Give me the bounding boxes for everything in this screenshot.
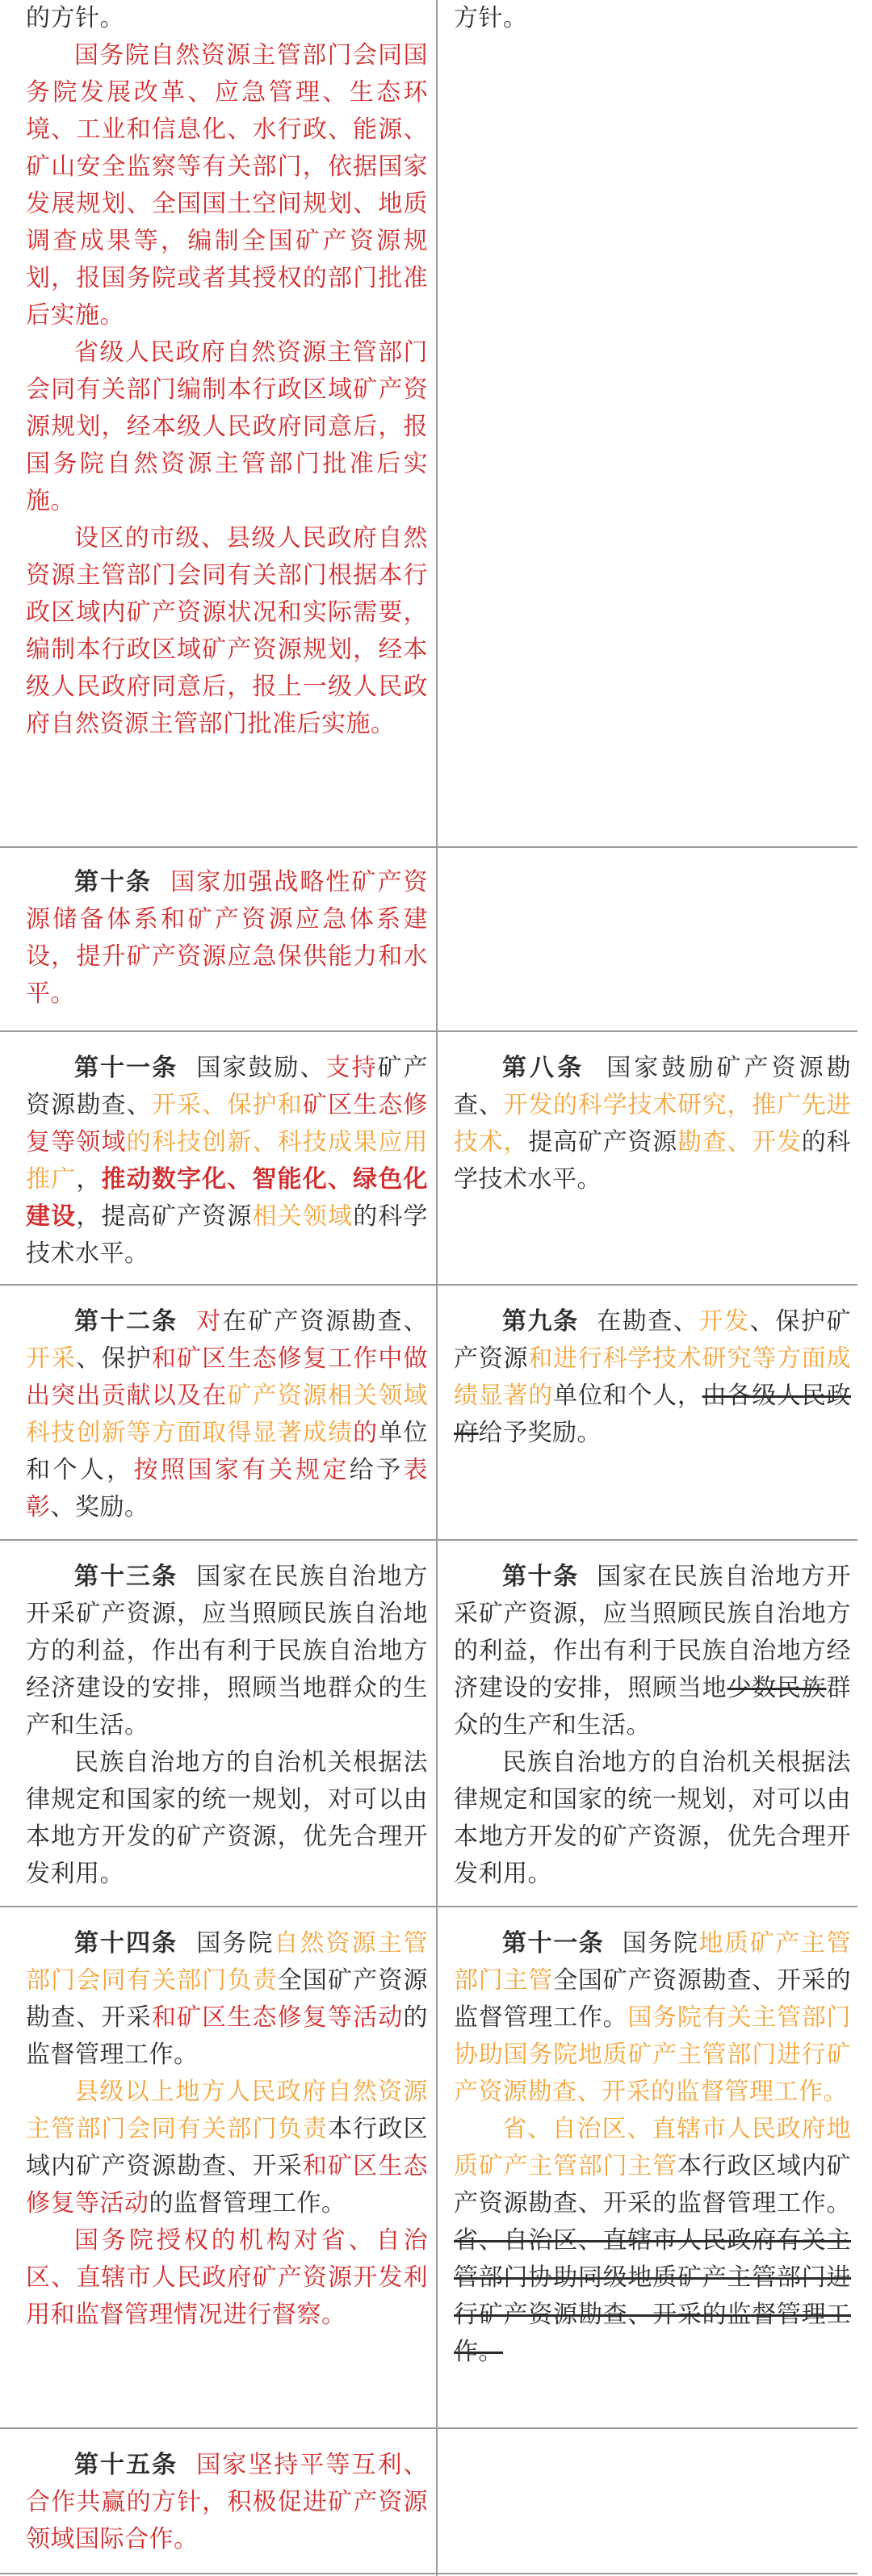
text-run: 给予 — [349, 1456, 404, 1484]
text-run: 的科学技术水平。 — [26, 1202, 429, 1268]
row-divider — [0, 1539, 857, 1541]
text-run: 表彰 — [26, 1456, 429, 1521]
text-run: 、 — [749, 1307, 776, 1336]
deleted-text: 少数民族 — [727, 1674, 827, 1702]
text-run: 国家鼓励、 — [196, 1054, 326, 1082]
top-left-cell — [26, 0, 428, 743]
text-run: 的 — [353, 1419, 379, 1447]
paragraph: 国务院自然资源主管部门会同国务院发展改革、应急管理、生态环境、工业和信息化、水行政、能源、矿山安全监察等有关部门，依据国家发展规划、全国国土空间规划、地质调查成果等，编制全国矿产资源规划，报国务院或者其授权的部门批准后实施。 — [26, 41, 428, 329]
text-run: 自然资源主管部门会同有关部门负责 — [26, 1929, 429, 1995]
text-run: 国务院有关主管部门协助国务院地质矿产主管部门进行矿产资源勘查、开采的监督管理工作。 — [454, 2003, 852, 2106]
text-run: 开发的科学技术研究，推广先进技术， — [454, 1091, 852, 1156]
text-run: 省、自治区、直辖市人民政府地质矿产主管部门主管 — [454, 2115, 851, 2180]
text-run: 地质矿产主管部门主管 — [454, 1929, 852, 1995]
text-run: 支持 — [325, 1054, 378, 1082]
text-run: 按照国家有关规定 — [133, 1456, 350, 1484]
text-run: 相关领域 — [252, 1202, 354, 1231]
text-run: 单位和个人， — [553, 1382, 702, 1410]
text-run: ， — [76, 1165, 102, 1194]
text-run: 、保护 — [76, 1345, 152, 1373]
text-run: 和矿区生态修复等活动 — [151, 2003, 404, 2032]
text-run: 和进行科学技术研究等方面成绩显著的 — [454, 1345, 852, 1410]
text-run: 全国矿产资源勘查、开采的监督管理工作。 — [454, 1966, 852, 2032]
column-divider — [436, 0, 438, 2576]
text-run: 国家在民族自治地方开采矿产资源，应当照顾民族自治地方的利益，作出有利于民族自治地方经济建设的安排，照顾当地群众的生产和生活。 — [26, 1563, 429, 1739]
text-run: 开采、保护和 — [151, 1091, 303, 1119]
article-14-new — [26, 1925, 428, 2334]
article-label: 第十五条 — [74, 2451, 178, 2479]
row-divider — [0, 846, 857, 848]
row-divider — [0, 1906, 857, 1907]
text-run: 国务院 — [196, 1929, 275, 1957]
text-run: 给予奖励。 — [478, 1419, 602, 1447]
top-right-cell — [454, 0, 851, 37]
text-run: 的科学技术水平。 — [454, 1128, 852, 1194]
article-11-new — [26, 1050, 428, 1273]
article-label: 第十条 — [502, 1563, 579, 1591]
row-divider — [0, 2427, 857, 2429]
text-run: 开采 — [26, 1345, 77, 1373]
article-label: 第十二条 — [74, 1307, 178, 1336]
article-text: 国家加强战略性矿产资源储备体系和矿产资源应急体系建设，提升矿产资源应急保供能力和水平。 — [26, 868, 429, 1008]
text-run: 在矿产资源勘查、 — [222, 1307, 429, 1336]
text-run: 、奖励。 — [50, 1493, 149, 1521]
text-run: 矿区生态修复等领域 — [26, 1091, 429, 1156]
continued-text: 的方针。 — [26, 4, 124, 32]
text-run: 和矿区生态修复等活动 — [26, 2152, 429, 2217]
article-10-old — [454, 1559, 851, 1893]
article-label: 第十一条 — [74, 1054, 178, 1082]
article-label: 第十一条 — [502, 1929, 605, 1957]
text-run: 的科技创新、科技成果应用推广 — [26, 1128, 429, 1194]
paragraph: 民族自治地方的自治机关根据法律规定和国家的统一规划，对可以由本地方开发的矿产资源，优先合理开发利用。 — [26, 1748, 428, 1888]
text-run: ，提高矿产资源 — [76, 1202, 253, 1231]
text-run: 推动数字化、智能化、绿色化建设 — [26, 1165, 429, 1231]
text-run: 矿产资源相关领域科技创新等方面取得显著成绩 — [26, 1382, 429, 1447]
article-label: 第十三条 — [74, 1563, 178, 1591]
text-run: 对 — [196, 1307, 223, 1336]
text-run: 提高矿产资源 — [528, 1128, 677, 1156]
article-12-new — [26, 1303, 428, 1526]
text-run: 国务院 — [622, 1929, 699, 1957]
paragraph: 设区的市级、县级人民政府自然资源主管部门会同有关部门根据本行政区域内矿产资源状况和实际需要，编制本行政区域矿产资源规划，经本级人民政府同意后，报上一级人民政府自然资源主管部门批准后实施。 — [26, 524, 428, 738]
deleted-text: 省、自治区、直辖市人民政府有关主管部门协助同级地质矿产主管部门进行矿产资源勘查、开采的监督管理工作。 — [454, 2226, 851, 2366]
text-run: 开发 — [698, 1307, 750, 1336]
article-9-old — [454, 1303, 851, 1452]
article-15-new — [26, 2447, 428, 2558]
paragraph: 民族自治地方的自治机关根据法律规定和国家的统一规划，对可以由本地方开发的矿产资源，优先合理开发利用。 — [454, 1748, 851, 1888]
deleted-text: 由各级人民政府 — [454, 1382, 852, 1447]
text-run: 县级以上地方人民政府自然资源主管部门会同有关部门负责 — [26, 2078, 428, 2143]
text-run: 保护矿产资源 — [454, 1307, 852, 1373]
paragraph: 省级人民政府自然资源主管部门会同有关部门编制本行政区域矿产资源规划，经本级人民政府同意后，报国务院自然资源主管部门批准后实施。 — [26, 338, 428, 515]
text-run: 群众的生产和生活。 — [454, 1674, 852, 1739]
text-run: 的监督管理工作。 — [26, 2003, 429, 2069]
text-run: 在勘查、 — [597, 1307, 699, 1336]
article-11-old — [454, 1925, 851, 2371]
text-run: 本行政区域内矿产资源勘查、开采 — [26, 2115, 428, 2180]
article-label: 第十四条 — [74, 1929, 178, 1957]
article-13-new — [26, 1559, 428, 1893]
text-run: 的监督管理工作。 — [149, 2189, 346, 2217]
text-run: 和矿区生态修复工作中做出突出贡献以及在 — [26, 1345, 429, 1410]
text-run: 国家鼓励矿产资源勘查、 — [454, 1054, 852, 1119]
text-run: 勘查、开发 — [677, 1128, 802, 1156]
text-run: 全国矿产资源勘查、开采 — [26, 1966, 429, 2032]
article-label: 第九条 — [502, 1307, 579, 1336]
article-10-new — [26, 864, 428, 1013]
article-text: 国家坚持平等互利、合作共赢的方针，积极促进矿产资源领域国际合作。 — [26, 2451, 429, 2553]
article-label: 第十条 — [74, 868, 153, 896]
continued-text: 方针。 — [454, 4, 528, 32]
text-run: 单位和个人， — [26, 1419, 429, 1484]
row-divider — [0, 1030, 857, 1032]
paragraph: 国务院授权的机构对省、自治区、直辖市人民政府矿产资源开发利用和监督管理情况进行督察。 — [26, 2226, 428, 2329]
text-run: 矿产资源勘查、 — [26, 1054, 429, 1119]
article-8-old — [454, 1050, 851, 1198]
text-run: 国家在民族自治地方开采矿产资源，应当照顾民族自治地方的利益，作出有利于民族自治地方经济建设的安排，照顾当地 — [454, 1563, 852, 1702]
article-label: 第八条 — [502, 1054, 585, 1082]
row-divider — [0, 1284, 857, 1286]
row-divider — [0, 2573, 857, 2574]
text-run: 本行政区域内矿产资源勘查、开采的监督管理工作。 — [454, 2152, 852, 2217]
